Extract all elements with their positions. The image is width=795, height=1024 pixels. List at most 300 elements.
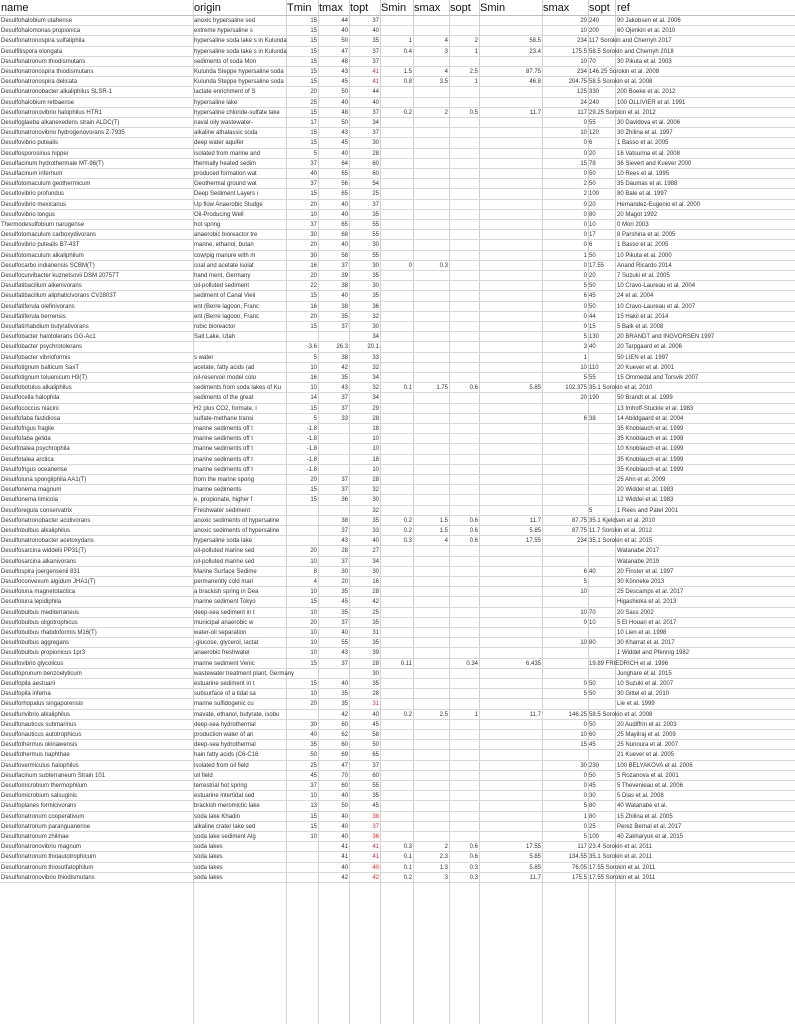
cell-tmax <box>318 332 349 341</box>
cell-origin: permanently cold mari <box>194 579 254 585</box>
table-row <box>0 720 795 730</box>
cell-sopt: 0.6 <box>469 385 478 392</box>
cell-smax <box>413 240 449 249</box>
table-row <box>0 648 795 658</box>
header-smax: smax <box>414 2 441 14</box>
cell-smax-2: 30 <box>580 762 587 769</box>
cell-smin <box>380 240 413 249</box>
cell-origin: a brackish spring in Dea <box>194 589 259 596</box>
cell-name: Desulfofaba fastidiosa <box>1 415 61 422</box>
cell-smax <box>413 689 449 698</box>
cell-tmin: 20 <box>310 477 317 483</box>
cell-name: Desulfonatronum zhilinae <box>1 834 69 840</box>
cell-ref: Hernandez-Eugenio et al. 2000 <box>617 201 701 208</box>
cell-topt: 34 <box>372 334 379 341</box>
cell-tmin: 40 <box>310 732 317 738</box>
cell-ref: 10 Lien et al. 1998 <box>617 630 667 636</box>
cell-name: Desulfonauticus autotrophicus <box>1 732 82 738</box>
cell-smin-2: 87.75 <box>525 69 541 75</box>
table-row <box>0 281 795 291</box>
table-row <box>0 159 795 169</box>
cell-ref: 15 Hakil et al. 2014 <box>617 313 669 320</box>
cell-smin-2 <box>479 761 542 770</box>
cell-origin: alkaline crater lake sed <box>194 823 256 830</box>
cell-topt: 28 <box>372 691 379 698</box>
cell-smin <box>380 312 413 321</box>
cell-sopt-2: 70 <box>589 609 596 616</box>
cell-smin-2 <box>479 189 542 198</box>
cell-smin-2 <box>479 271 542 280</box>
table-row <box>0 679 795 689</box>
cell-smin-2: 6.435 <box>525 660 541 667</box>
table-row <box>0 138 795 148</box>
cell-sopt <box>449 618 479 627</box>
cell-sopt-2 <box>588 485 615 494</box>
cell-origin: oil-reservoir model colu <box>194 375 257 381</box>
cell-tmax: 60 <box>341 721 348 728</box>
cell-sopt-2: 11.7 Sorokin et al. 2012 <box>589 528 652 534</box>
cell-smin: 0.2 <box>403 109 412 116</box>
cell-name: Desulfoconvexum algidum JHA1(T) <box>1 579 96 585</box>
cell-smax <box>413 822 449 831</box>
cell-smax-2 <box>542 424 588 433</box>
cell-tmin: 50 <box>310 752 317 759</box>
cell-tmax: 37 <box>341 324 348 330</box>
cell-name: Desulfonatronovibrio thiodismutans <box>1 874 95 881</box>
cell-smax-2: 117 <box>577 844 587 851</box>
cell-smin <box>380 485 413 494</box>
cell-sopt <box>449 812 479 821</box>
cell-ref: 14 Abildgaard et al. 2004 <box>617 415 684 422</box>
cell-smax <box>413 302 449 311</box>
cell-origin: marine sediment Venic <box>194 660 255 667</box>
cell-sopt <box>449 587 479 596</box>
cell-topt: 37 <box>372 58 379 65</box>
cell-sopt <box>449 679 479 688</box>
cell-smin <box>380 475 413 484</box>
cell-topt: 34 <box>372 120 379 126</box>
cell-sopt-2: 50 <box>589 283 596 290</box>
cell-smax-2: 134.55 <box>568 854 587 861</box>
cell-tmax: 42 <box>341 364 348 371</box>
cell-origin: e, propionate, higher f <box>194 497 253 504</box>
header-sopt-2: sopt <box>589 2 610 14</box>
cell-sopt <box>449 179 479 188</box>
cell-name: Desulfatibacillum alkenivorans <box>1 283 82 290</box>
table-row <box>0 322 795 332</box>
cell-name: Desulfonatronospira thiodismutans <box>1 69 94 75</box>
cell-sopt-2: 17.55 Sorokin et al. 2011 <box>589 864 656 871</box>
cell-topt: 35 <box>372 517 379 524</box>
cell-smin-2 <box>479 771 542 780</box>
cell-smin <box>380 679 413 688</box>
cell-sopt-2: 45 <box>589 742 596 749</box>
cell-smax <box>413 608 449 617</box>
cell-smax-2: 87.75 <box>571 528 587 534</box>
cell-tmax: 33 <box>341 415 348 422</box>
cell-origin: hypersaline soda lake s in Kulunda <box>194 38 287 45</box>
cell-sopt <box>449 781 479 790</box>
cell-tmin: 15 <box>310 660 317 667</box>
cell-smax <box>413 87 449 96</box>
cell-sopt-2: 35.1 Sorokin et al. 2011 <box>589 854 652 861</box>
header-smin-2: Smin <box>480 2 506 14</box>
header-topt: topt <box>350 2 369 14</box>
table-row <box>0 393 795 403</box>
cell-name: Desulfobacter psychrotolerans <box>1 344 83 351</box>
cell-sopt <box>449 689 479 698</box>
cell-sopt <box>449 159 479 168</box>
cell-smax-2: 10 <box>580 364 587 371</box>
cell-name: Desulfofaba gelida <box>1 436 51 443</box>
cell-tmax: 48 <box>341 58 348 65</box>
cell-tmin: 10 <box>310 385 317 392</box>
cell-ref: 30 Könneke 2013 <box>617 579 665 585</box>
cell-smax-2: 15 <box>580 160 587 167</box>
cell-sopt-2 <box>588 434 615 443</box>
cell-smax-2: 1 <box>583 252 587 259</box>
cell-tmax: 60 <box>341 783 348 789</box>
cell-origin: sediment of Canal Vieil <box>194 293 256 300</box>
cell-topt: 33 <box>372 528 379 534</box>
cell-sopt-2 <box>588 669 615 678</box>
cell-sopt-2: 35.1 Sorokin et al. 2010 <box>589 385 653 392</box>
cell-sopt <box>449 149 479 158</box>
cell-ref: 25 Mayilraj et al. 2009 <box>617 732 676 738</box>
cell-tmin: 37 <box>310 783 317 789</box>
cell-smax <box>413 118 449 127</box>
cell-origin: hypersaline lake <box>194 99 238 106</box>
cell-smin-2 <box>479 302 542 311</box>
cell-smax <box>413 414 449 423</box>
cell-smin-2 <box>479 638 542 647</box>
table-row <box>0 291 795 301</box>
cell-smin-2 <box>479 26 542 35</box>
cell-tmin: 15 <box>310 109 317 116</box>
cell-smax <box>413 791 449 800</box>
cell-topt: 29 <box>372 405 379 412</box>
table-row <box>0 179 795 189</box>
cell-tmax: 38 <box>341 303 348 310</box>
cell-tmin: 20 <box>310 548 317 555</box>
cell-ref: 35 Knoblauch et al. 1999 <box>617 466 684 473</box>
cell-sopt-2: 50 <box>589 303 596 310</box>
table-row <box>0 434 795 444</box>
cell-smax-2: 3 <box>583 344 587 351</box>
cell-smin <box>380 291 413 300</box>
cell-smax-2: 10 <box>580 589 587 596</box>
cell-name: Desulfocurvibacter kuznetsovii DSM 20757T <box>1 273 120 279</box>
cell-tmax: 43 <box>341 69 348 75</box>
cell-topt: 42 <box>372 599 379 606</box>
cell-sopt-2: 50 <box>589 171 596 177</box>
cell-tmax: 47 <box>341 48 348 55</box>
header-sopt: sopt <box>450 2 471 14</box>
cell-topt: 30 <box>372 497 379 504</box>
cell-smin <box>380 342 413 351</box>
cell-smin-2 <box>479 597 542 606</box>
cell-smin <box>380 424 413 433</box>
cell-origin: hypersaline chloride-sulfate lake <box>194 109 280 116</box>
cell-smax-2: 0 <box>583 772 587 779</box>
cell-name: Desulfacinum hydrothermale MT-96(T) <box>1 160 104 167</box>
cell-sopt <box>449 434 479 443</box>
cell-topt: 37 <box>372 823 379 830</box>
cell-origin: sediments of soda Mon <box>194 58 257 65</box>
cell-origin: soda lakes <box>194 854 223 861</box>
cell-tmin: 25 <box>310 99 317 106</box>
cell-sopt-2: 17 <box>589 232 596 239</box>
table-row <box>0 414 795 424</box>
cell-sopt: 0.6 <box>469 528 478 534</box>
cell-smin-2: 46.8 <box>529 79 541 86</box>
cell-name: Desulfocella halophila <box>1 395 60 402</box>
cell-smax <box>413 761 449 770</box>
cell-topt: 35 <box>372 619 379 626</box>
cell-ref: 20 Sass 2002 <box>617 609 654 616</box>
cell-sopt <box>449 138 479 147</box>
table-row <box>0 210 795 220</box>
cell-smax-2 <box>542 699 588 708</box>
cell-smin-2 <box>479 465 542 474</box>
cell-smax-2: 102.375 <box>565 385 587 392</box>
cell-sopt <box>449 740 479 749</box>
cell-smax-2: 0 <box>583 222 587 228</box>
cell-origin: H2 plus CO2, formate, l <box>194 405 257 412</box>
cell-smin-2 <box>479 373 542 382</box>
cell-tmax: 65 <box>341 191 348 198</box>
cell-smin <box>380 353 413 362</box>
table-row <box>0 536 795 546</box>
cell-ref: Watanabe 2017 <box>617 548 660 555</box>
cell-origin: Deep Sediment Layers i <box>194 191 259 198</box>
cell-sopt-2: 20 <box>589 201 596 208</box>
cell-tmax: 40 <box>341 242 348 249</box>
cell-tmax: 20 <box>341 579 348 585</box>
table-row <box>0 200 795 210</box>
cell-name: Desulfonatronospira delicata <box>1 79 78 86</box>
cell-sopt <box>449 761 479 770</box>
cell-origin: hand ment, Germany <box>194 273 251 279</box>
cell-smin-2 <box>479 251 542 260</box>
cell-origin: hypersaline soda lake <box>194 538 253 545</box>
cell-smax <box>413 546 449 555</box>
cell-origin: sulfate-methane transi <box>194 415 254 422</box>
cell-smin-2 <box>479 812 542 821</box>
cell-sopt <box>449 506 479 515</box>
cell-tmin: 35 <box>310 742 317 749</box>
cell-topt: 30 <box>372 568 379 575</box>
cell-tmin: 13 <box>310 803 317 810</box>
cell-smax: 4 <box>444 69 448 75</box>
cell-sopt-2: 230 <box>589 762 600 769</box>
cell-smin <box>380 597 413 606</box>
cell-tmax: 40 <box>341 834 348 840</box>
cell-name: Desulfococcus niacini <box>1 405 59 412</box>
cell-ref: 50 LIEN et al. 1997 <box>617 354 669 361</box>
cell-smin <box>380 363 413 372</box>
cell-ref: 36 Sievert and Kuever 2000 <box>617 160 692 167</box>
cell-tmin: 30 <box>310 721 317 728</box>
cell-tmax: 68 <box>341 232 348 239</box>
cell-smin <box>380 200 413 209</box>
cell-smin-2 <box>479 750 542 759</box>
cell-smax: 1.5 <box>439 517 448 524</box>
cell-tmax: 38 <box>341 517 348 524</box>
cell-tmin <box>286 669 318 678</box>
cell-smin <box>380 506 413 515</box>
cell-smin: 0 <box>408 262 412 269</box>
cell-tmin: 15 <box>310 48 317 55</box>
cell-tmax: 40 <box>341 150 348 157</box>
cell-sopt <box>449 455 479 464</box>
cell-tmin: 25 <box>310 762 317 769</box>
cell-smin-2 <box>479 414 542 423</box>
cell-smin-2 <box>479 363 542 372</box>
cell-ref: 25 Nunoura et al. 2007 <box>617 742 679 749</box>
cell-ref: Watanabe 2019 <box>617 558 660 565</box>
cell-sopt: 0.3 <box>469 864 478 871</box>
cell-tmax <box>318 434 349 443</box>
cell-tmin: 37 <box>310 181 317 188</box>
cell-name: Desulfacinum infernum <box>1 171 63 177</box>
cell-sopt-2: 110 <box>589 364 599 371</box>
cell-name: Desulfopila inferna <box>1 691 51 698</box>
cell-origin: naval oily wastewater- <box>194 120 254 126</box>
cell-tmin: -3.6 <box>306 344 317 351</box>
cell-tmin: 10 <box>310 630 317 636</box>
cell-topt: 28 <box>372 477 379 483</box>
cell-sopt <box>449 57 479 66</box>
table-row <box>0 699 795 709</box>
table-row <box>0 567 795 577</box>
table-row <box>0 730 795 740</box>
cell-smax <box>413 200 449 209</box>
cell-topt: 41 <box>372 844 379 851</box>
cell-tmax: 37 <box>341 395 348 402</box>
cell-smax <box>413 812 449 821</box>
cell-smax <box>413 291 449 300</box>
cell-tmax: 40 <box>341 211 348 218</box>
table-row <box>0 608 795 618</box>
cell-smin-2 <box>479 455 542 464</box>
cell-tmax <box>318 506 349 515</box>
cell-origin: deep-sea hydrothermal <box>194 742 256 749</box>
cell-smax-2: 20 <box>580 18 587 24</box>
cell-smin-2 <box>479 149 542 158</box>
cell-topt: 30 <box>372 283 379 290</box>
cell-tmax: 37 <box>341 660 348 667</box>
cell-sopt-2: 60 <box>589 732 596 738</box>
cell-smin-2 <box>479 312 542 321</box>
cell-origin: marine sediment Tokyo <box>194 599 256 606</box>
cell-name: Desulfotomaculum carboxydivorans <box>1 232 97 239</box>
cell-topt: 37 <box>372 109 379 116</box>
cell-sopt <box>449 332 479 341</box>
cell-topt: 40 <box>372 538 379 545</box>
cell-smax-2 <box>542 506 588 515</box>
cell-smax-2: 2 <box>583 191 587 198</box>
cell-smin-2 <box>479 720 542 729</box>
cell-origin: marine sediments off t <box>194 436 253 443</box>
cell-smax <box>413 495 449 504</box>
cell-smin <box>380 138 413 147</box>
cell-smin <box>380 648 413 657</box>
cell-sopt-2: 55 <box>589 120 596 126</box>
cell-smin <box>380 128 413 137</box>
cell-name: Desulfofrigus fragile <box>1 426 55 432</box>
cell-smax-2: 2 <box>583 181 587 188</box>
cell-sopt-2 <box>588 750 615 759</box>
cell-smin <box>380 302 413 311</box>
cell-name: Desulfoplanes formicivorans <box>1 803 77 810</box>
cell-tmax: 38 <box>341 354 348 361</box>
table-row <box>0 149 795 159</box>
cell-tmax: 41 <box>341 844 348 851</box>
cell-smax-2: 0 <box>583 303 587 310</box>
cell-tmax: 40 <box>341 28 348 35</box>
cell-ref: 1 Widdel and Pfennig 1982 <box>617 650 690 657</box>
cell-tmax: 50 <box>341 89 348 96</box>
cell-smin <box>380 608 413 617</box>
cell-tmin: 17 <box>310 120 317 126</box>
cell-sopt <box>449 271 479 280</box>
cell-tmax: 64 <box>341 160 348 167</box>
cell-tmin: 10 <box>310 650 317 657</box>
cell-name: Desulfonatronobacter alkaliphilus SLSR-1 <box>1 89 113 96</box>
cell-sopt <box>449 557 479 566</box>
cell-origin: alkaline athalassic soda <box>194 130 258 137</box>
cell-tmax: 69 <box>341 752 348 759</box>
cell-smax-2: 5 <box>583 375 587 381</box>
table-row <box>0 873 795 883</box>
cell-tmin: 15 <box>310 405 317 412</box>
cell-tmin: -1.8 <box>306 436 317 443</box>
cell-origin: robic bioreactor <box>194 324 236 330</box>
cell-sopt: 0.6 <box>469 538 478 545</box>
cell-tmax <box>318 465 349 474</box>
cell-name: Desulfonatronobacter acetoxydans <box>1 538 94 545</box>
cell-smax-2: 10 <box>580 28 587 35</box>
cell-name: Desulfovibrio putealis <box>1 140 59 147</box>
cell-origin: acetate, fatty acids (ad <box>194 364 255 371</box>
cell-smax <box>413 393 449 402</box>
cell-origin: soda lakes <box>194 864 223 871</box>
cell-smax-2: 175.5 <box>571 874 587 881</box>
cell-tmin: 30 <box>310 252 317 259</box>
cell-smin <box>380 169 413 178</box>
cell-smax-2: 10 <box>580 130 587 137</box>
cell-ref: Perez Bernal et al. 2017 <box>617 823 682 830</box>
cell-smin <box>380 179 413 188</box>
cell-tmin <box>286 873 318 882</box>
cell-tmin: 15 <box>310 813 317 820</box>
cell-name: Desulfatiferula olefinivorans <box>1 303 75 310</box>
cell-sopt <box>449 240 479 249</box>
cell-sopt: 0.34 <box>466 660 478 667</box>
cell-smin <box>380 740 413 749</box>
cell-tmax: 45 <box>341 79 348 86</box>
cell-tmax: 44 <box>341 18 348 24</box>
cell-smin-2 <box>479 322 542 331</box>
cell-tmax: 50 <box>341 120 348 126</box>
cell-tmax: 45 <box>341 599 348 606</box>
cell-ref: 7 Suzuki et al. 2005 <box>617 273 670 279</box>
cell-smin <box>380 281 413 290</box>
cell-tmax: 50 <box>341 803 348 810</box>
cell-name: Desulfocarbo indianensis SCBM(T) <box>1 262 95 269</box>
cell-name: Desulfotomaculum alkaliphilum <box>1 252 84 259</box>
